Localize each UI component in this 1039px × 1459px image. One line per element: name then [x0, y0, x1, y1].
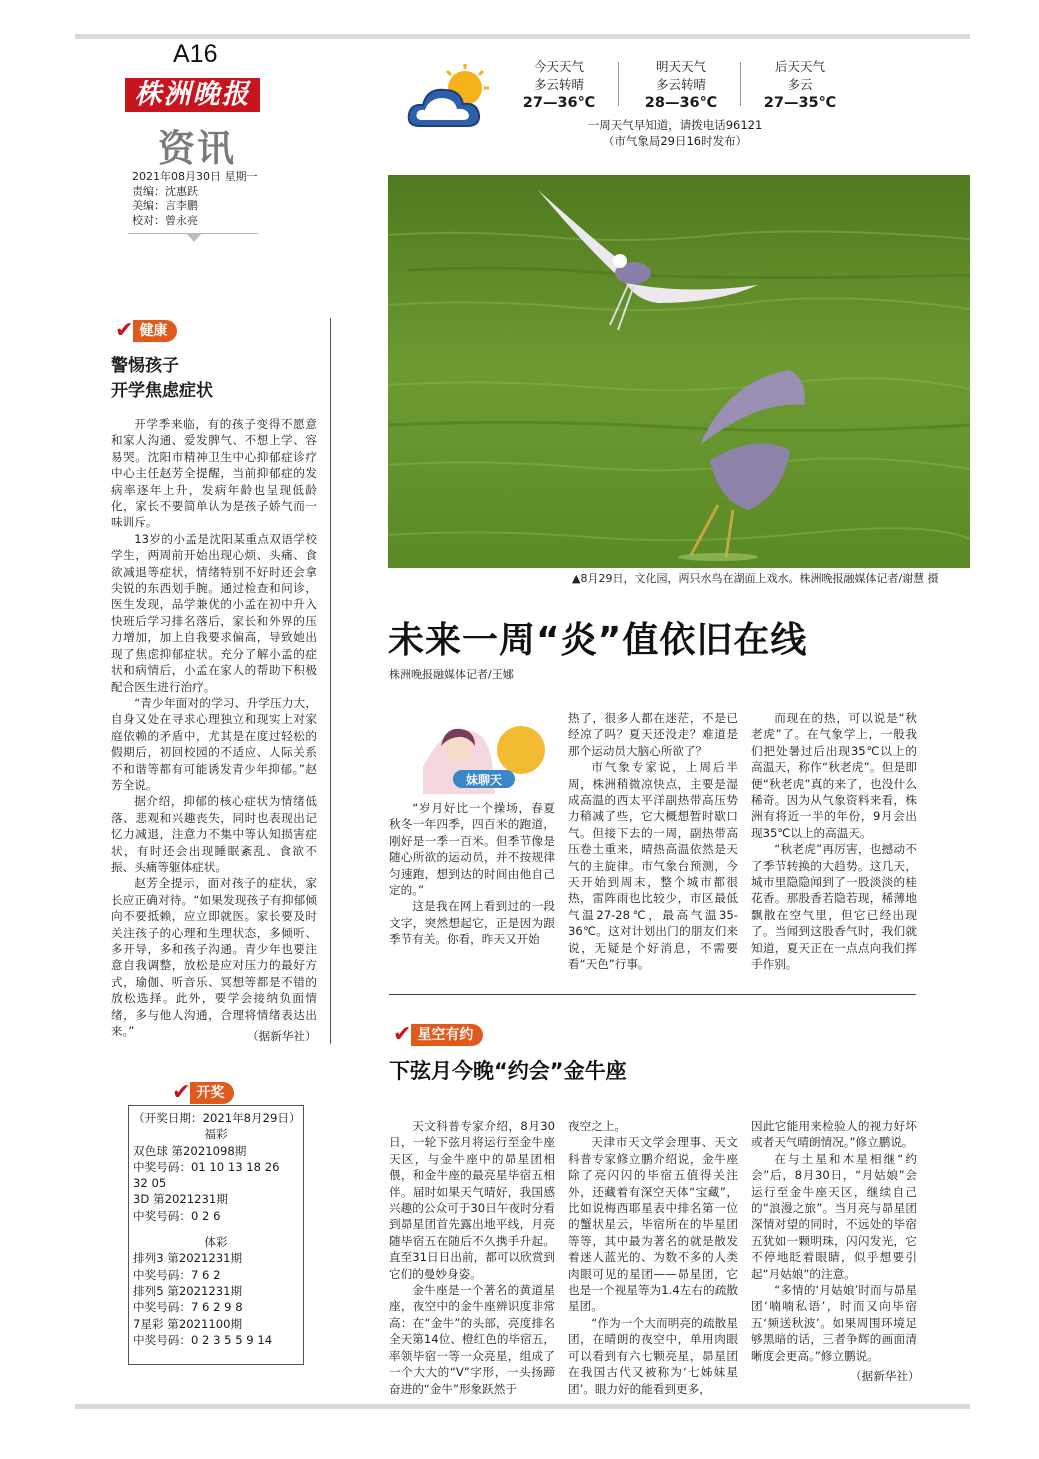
paragraph: 热了，很多人都在迷茫，不是已经凉了吗？夏天还没走？难道是那个运动员大脑心所欲了？ [568, 711, 738, 758]
astro-source: （据新华社） [850, 1369, 920, 1383]
bottom-rule [75, 1404, 970, 1409]
paragraph: 据介绍，抑郁的核心症状为情绪低落、悲观和兴趣丧失，同时也表现出记忆力减退，注意力不集中等认知损害症状，有时还会出现睡眠紊乱、食欲不振、头痛等躯体症状。 [111, 794, 317, 874]
lottery-line: 中奖号码：0 2 6 [133, 1208, 221, 1223]
paragraph: “多情的‘月姑娘’时而与昴星团‘喃喃私语’，时而又向毕宿五‘频送秋波’。如果周围环境足够黑暗的话，三者争辉的画面清晰度会更高。”修立鹏说。 [751, 1283, 917, 1363]
weather-day-after [745, 58, 855, 112]
health-article-body [111, 416, 317, 1039]
health-title-line2: 开学焦虑症状 [111, 381, 213, 401]
weather-tomorrow [626, 58, 736, 112]
article-column-1 [389, 800, 555, 948]
edition-date: 2021年08月30日 星期一 [132, 170, 258, 183]
lottery-box [128, 1105, 304, 1365]
weather-hotline: 一周天气早知道，请拨电话96121 [587, 118, 763, 132]
weather-separator [618, 62, 619, 106]
lottery-tag [172, 1082, 234, 1104]
lottery-line: 32 05 [133, 1176, 167, 1191]
paragraph: “作为一个大而明亮的疏散星团，在晴朗的夜空中，单用肉眼可以看到有六七颗亮星，昴星团在我国古代又被称为‘七姊妹星团’。眼力好的能看到更多， [568, 1315, 738, 1396]
paragraph: 天津市天文学会理事、天文科普专家修立鹏介绍说，金牛座除了亮闪闪的毕宿五值得关注外，还藏着有深空天体“宝藏”，比如说梅西耶星表中排名第一位的蟹状星云，毕宿所在的毕星团等等，其中最为著名的就是散发着迷人蓝光的、为数不多的人类肉眼可见的星团——昴星团，它也是一个视星等为1.4左右的疏散星团。 [568, 1135, 738, 1314]
health-tag-label: 健康 [133, 320, 177, 342]
weather-temp: 27—36℃ [522, 95, 596, 111]
weather-cond: 多云 [787, 77, 813, 92]
astro-tag [393, 1024, 483, 1046]
page-number: A16 [173, 40, 218, 68]
lottery-tag-label: 开奖 [190, 1082, 234, 1104]
lottery-line: 中奖号码：01 10 13 18 26 [133, 1159, 280, 1174]
article-column-2 [568, 710, 738, 973]
astro-column-1 [389, 1118, 555, 1397]
herons-photo [388, 175, 970, 568]
paragraph: 开学季来临，有的孩子变得不愿意和家人沟通、爱发脾气、不想上学、容易哭。沈阳市精神卫生中心抑郁症诊疗中心主任赵芳全提醒，当前抑郁症的发病率逐年上升，发病年龄也呈现低龄化，家长不要简单认为是孩子娇气而一味训斥。 [111, 417, 317, 530]
lottery-date: （开奖日期：2021年8月29日） [133, 1111, 301, 1125]
newspaper-logo: 株洲晚报 [125, 78, 260, 112]
paragraph: “青少年面对的学习、升学压力大，自身又处在寻求心理独立和现实上对家庭依赖的矛盾中，尤其是在度过轻松的假期后，初回校园的不适应、人际关系不和谐等都有可能诱发青少年抑郁。”赵芳全说。 [111, 695, 317, 792]
weather-day-label: 明天天气 [655, 59, 706, 74]
lottery-line: 中奖号码：7 6 2 [133, 1267, 221, 1282]
lottery-line: 中奖号码：7 6 2 9 8 [133, 1300, 243, 1315]
weather-issuer: （市气象局29日16时发布） [602, 134, 748, 148]
top-rule [75, 34, 970, 39]
astro-column-3 [751, 1118, 917, 1364]
art-editor: 美编：言李鹏 [132, 199, 198, 212]
weather-separator [740, 62, 741, 106]
lottery-fc-heading: 福彩 [204, 1127, 228, 1142]
paragraph: 在与土星和木星相继“约会”后，8月30日，“月姑娘”会运行至金牛座天区，继续自己的“浪漫之旅”。当月亮与昴星团深情对望的同时，不远处的毕宿五犹如一颗明珠，闪闪发光，它不停地眨着眼睛，似乎想要引起“月姑娘”的注意。 [751, 1151, 917, 1281]
meta-arrow-icon [186, 233, 202, 242]
cloud-sun-icon [405, 60, 500, 135]
lottery-line: 3D 第2021231期 [133, 1192, 228, 1207]
paragraph: 而现在的热，可以说是“秋老虎”了。在气象学上，一般我们把处暑过后出现35℃以上的高温天，称作“秋老虎”。但是即便“秋老虎”真的来了，也没什么稀奇。因为从气象资料来看，株洲有将近一半的年份，9月会出现35℃以上的高温天。 [751, 711, 917, 840]
weather-day-label: 今天天气 [533, 59, 584, 74]
weather-temp: 27—35℃ [763, 95, 837, 111]
lottery-line: 排列3 第2021231期 [133, 1251, 243, 1266]
weather-today [504, 58, 614, 112]
weather-temp: 28—36℃ [644, 95, 718, 111]
paragraph: 赵芳全提示，面对孩子的症状，家长应正确对待。“如果发现孩子有抑郁倾向不要抵赖，应立即就医。家长要及时关注孩子的心理和生理状态，多倾听、多开导，多和孩子沟通。青少年也要注意自我调整，放松是应对压力的最好方式，瑜伽、听音乐、冥想等都是不错的放松选择。此外，要学会接纳负面情绪，多与他人沟通，合理将情绪表达出来。” [111, 876, 317, 1039]
paragraph: 金牛座是一个著名的黄道星座，夜空中的金牛座辨识度非常高：在“金牛”的头部，亮度排名全天第14位、橙红色的毕宿五，率领毕宿一等一众亮星，组成了一个大大的“V”字形，一头扬蹄奋进的“金牛”形象跃然于 [389, 1283, 555, 1396]
columnist-avatar [413, 712, 548, 797]
lottery-line: 双色球 第2021098期 [133, 1143, 247, 1158]
article-title: 未来一周“炎”值依旧在线 [388, 620, 808, 661]
astro-column-2 [568, 1118, 738, 1397]
lottery-line: 7星彩 第2021100期 [133, 1316, 243, 1331]
check-icon: ✔ [172, 1080, 191, 1105]
check-icon: ✔ [115, 318, 134, 343]
lottery-tc-heading: 体彩 [204, 1235, 228, 1250]
weather-cond: 多云转晴 [655, 77, 706, 92]
paragraph: 市气象专家说，上周后半周，株洲稍微凉快点，主要是湿成高温的西太平洋副热带高压势力稍减了些，它大概想暂时歇口气。但接下去的一周，副热带高压卷土重来，晴热高温依然是天气的主旋律。市气象台预测，今天开始到周末，整个城市都很热，雷阵雨也比较少，市区最低气温27-28℃，最高气温35-36℃。这对计划出门的朋友们来说，无疑是个好消息，不需要看“天色”行事。 [568, 760, 738, 972]
astro-title: 下弦月今晚“约会”金牛座 [389, 1059, 627, 1083]
weather-cond: 多云转晴 [533, 77, 584, 92]
article-column-3 [751, 710, 917, 973]
photo-caption: ▲8月29日，文化园，两只水鸟在湖面上戏水。株洲晚报融媒体记者/谢慧 摄 [572, 572, 939, 585]
paragraph: 因此它能用来检验人的视力好坏或者天气晴朗情况。”修立鹏说。 [751, 1119, 917, 1150]
health-source: （据新华社） [247, 1029, 317, 1043]
paragraph: 13岁的小孟是沈阳某重点双语学校学生，两周前开始出现心烦、头痛、食欲减退等症状，情绪特别不好时还会拿尖锐的东西划手腕。通过检查和问诊，医生发现，品学兼优的小孟在初中升入快班后学习排名落后，家长和外界的压力增加，加上自我要求偏高，导致她出现了焦虑抑郁症状。充分了解小孟的症状和病情后，小孟在家人的帮助下积极配合医生进行治疗。 [111, 531, 317, 694]
paragraph: 天文科普专家介绍，8月30日，一轮下弦月将运行至金牛座天区，与金牛座中的昴星团相偎，和金牛座的最亮星毕宿五相伴。届时如果天气晴好，我国感兴趣的公众可于30日午夜时分看到昴星团首先露出地平线，月亮随毕宿五在随后不久携手升起。直至31日日出前，都可以欣赏到它们的曼妙身姿。 [389, 1119, 555, 1281]
columnist-badge: 妹聊天 [465, 773, 503, 787]
paragraph: 夜空之上。 [568, 1119, 626, 1133]
paragraph: “秋老虎”再厉害，也撼动不了季节转换的大趋势。这几天，城市里隐隐闻到了一股淡淡的桂花香。那股香若隐若现，稀薄地飘散在空气里，但它已经出现了。当闻到这股香气时，我们就知道，夏天正在一点点向我们挥手作别。 [751, 842, 917, 972]
lottery-line: 中奖号码：0 2 3 5 5 9 14 [133, 1332, 273, 1347]
lottery-line: 排列5 第2021231期 [133, 1283, 243, 1298]
column-divider [330, 318, 331, 1044]
astro-tag-label: 星空有约 [411, 1024, 483, 1046]
health-tag [115, 320, 177, 342]
weather-day-label: 后天天气 [774, 59, 825, 74]
section-title: 资讯 [158, 126, 236, 170]
section-divider [389, 994, 916, 995]
proofreader: 校对：曾永亮 [132, 213, 198, 227]
editor: 责编：沈惠跃 [132, 184, 198, 198]
paragraph: “岁月好比一个操场，春夏秋冬一年四季，四百米的跑道，刚好是一季一百米。但季节像是随心所欲的运动员，并不按规律匀速跑，想到达的时间由他自己定的。” [389, 801, 555, 898]
article-byline: 株洲晚报融媒体记者/王娜 [389, 668, 514, 681]
weather-note [560, 117, 790, 149]
health-title-line1: 警惕孩子 [111, 356, 179, 376]
paragraph: 这是我在网上看到过的一段文字，突然想起它，正是因为跟季节有关。你看，昨天又开始 [389, 899, 555, 947]
check-icon: ✔ [393, 1022, 412, 1047]
edition-meta [132, 170, 258, 228]
